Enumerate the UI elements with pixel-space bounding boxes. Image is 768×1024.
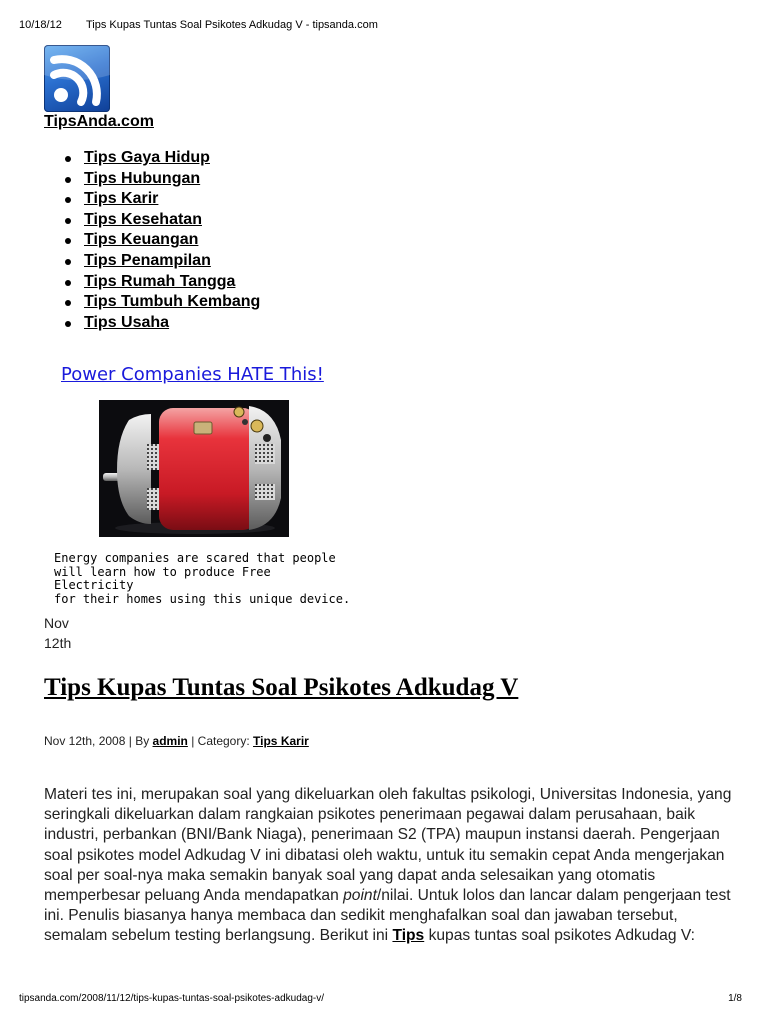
body-text: Materi tes ini, merupakan soal yang dikeluarkan oleh fakultas psikologi, Universitas Indonesia, yang seringkali dikeluarkan dalam rangkaian psikotes penerimaan pegawai dalam perusahaan, baik industri, perbankan (BNI/Bank Niaga), penerimaan S2 (TPA) maupun instansi daerah. Pengerjaan soal psikotes model Adkudag V ini dibatasi oleh waktu, untuk itu semakin cepat Anda mengerjakan soal per soal-nya maka semakin banyak soal yang dapat anda selesaikan yang otomatis memperbesar peluang Anda mendapatkan (44, 786, 732, 905)
nav-link-penampilan[interactable]: Tips Penampilan (84, 251, 211, 269)
post-title[interactable]: Tips Kupas Tuntas Soal Psikotes Adkudag V (44, 674, 519, 701)
nav-item (44, 230, 260, 251)
body-text: kupas tuntas soal psikotes Adkudag V: (424, 927, 695, 945)
nav-item (44, 148, 260, 169)
site-name-link[interactable]: TipsAnda.com (44, 113, 154, 130)
ad-caption-line: will learn how to produce Free Electricity (54, 564, 271, 592)
ad-caption-line: Energy companies are scared that people (54, 551, 336, 565)
ad-caption[interactable] (54, 552, 354, 606)
author-link[interactable]: admin (152, 734, 188, 748)
tips-link[interactable]: Tips (392, 927, 425, 945)
print-title: Tips Kupas Tuntas Soal Psikotes Adkudag V - tipsanda.com (86, 19, 378, 31)
ad-caption-line: for their homes using this unique device. (54, 591, 351, 606)
nav-link-rumah-tangga[interactable]: Tips Rumah Tangga (84, 272, 236, 290)
nav-link-kesehatan[interactable]: Tips Kesehatan (84, 210, 202, 228)
meta-category-label: | Category: (187, 734, 254, 748)
electric-motor-image[interactable] (99, 400, 289, 537)
date-day: 12th (44, 635, 72, 651)
print-url: tipsanda.com/2008/11/12/tips-kupas-tuntas-soal-psikotes-adkudag-v/ (19, 993, 324, 1004)
category-link[interactable]: Tips Karir (253, 734, 309, 748)
print-header (19, 19, 749, 31)
meta-by-label: | By (125, 734, 153, 748)
date-month: Nov (44, 615, 69, 631)
nav-link-keuangan[interactable]: Tips Keuangan (84, 231, 199, 249)
body-italic: point (343, 887, 377, 905)
print-page-number: 1/8 (728, 993, 742, 1004)
nav-item (44, 169, 260, 190)
nav-link-karir[interactable]: Tips Karir (84, 190, 159, 208)
nav-item (44, 210, 260, 231)
body-text: /nilai. Untuk lolos dan lancar dalam pengerjaan test ini. Penulis biasanya hanya membaca dan sedikit menghafalkan soal dan jawaban tersebut, semalam sebelum testing berlangsung. Berikut ini (44, 887, 731, 945)
nav-link-tumbuh-kembang[interactable]: Tips Tumbuh Kembang (84, 293, 261, 311)
post-body (44, 785, 734, 947)
category-nav (44, 148, 260, 333)
nav-item (44, 251, 260, 272)
nav-item (44, 292, 260, 313)
ad-headline-link[interactable]: Power Companies HATE This! (61, 364, 324, 385)
nav-item (44, 272, 260, 293)
nav-link-hubungan[interactable]: Tips Hubungan (84, 169, 201, 187)
nav-link-gaya-hidup[interactable]: Tips Gaya Hidup (84, 149, 210, 166)
nav-item (44, 313, 260, 334)
meta-date: Nov 12th, 2008 (44, 734, 126, 748)
nav-item (44, 189, 260, 210)
post-date-badge (44, 613, 71, 653)
print-date: 10/18/12 (19, 19, 62, 31)
nav-link-usaha[interactable]: Tips Usaha (84, 313, 170, 331)
post-meta (44, 734, 309, 748)
rss-feed-icon[interactable] (44, 45, 110, 112)
print-footer (19, 993, 749, 1004)
